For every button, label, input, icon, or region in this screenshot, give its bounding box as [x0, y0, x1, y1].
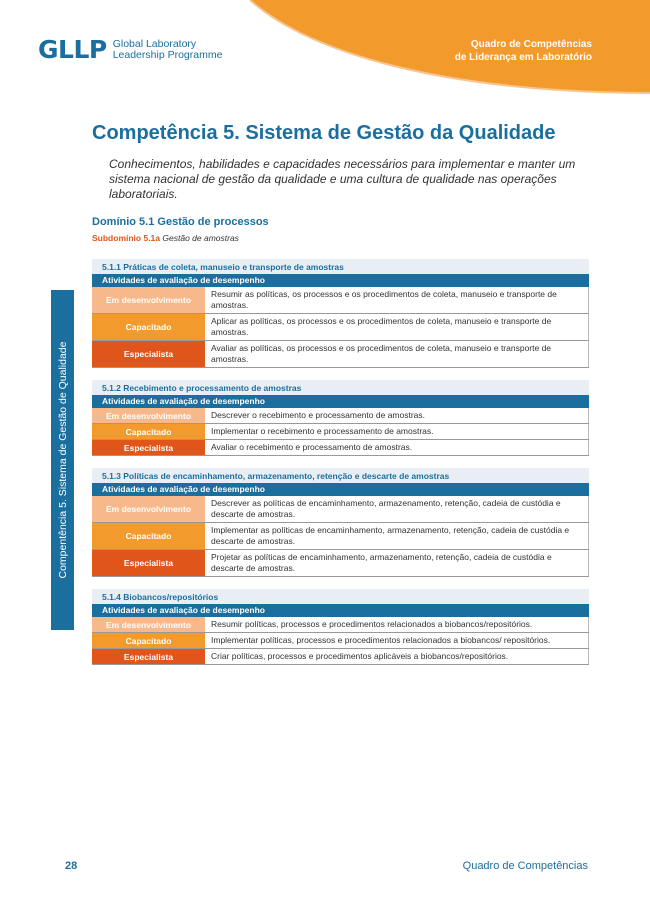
activity-description: Avaliar as políticas, os processos e os procedimentos de coleta, manuseio e transporte de amostras.	[205, 341, 589, 367]
activities-header: Atividades de avaliação de desempenho	[92, 274, 589, 287]
level-cell: Em desenvolvimento	[92, 496, 205, 522]
activity-description: Implementar o recebimento e processamento de amostras.	[205, 424, 589, 439]
table-row	[92, 496, 589, 523]
table-row	[92, 649, 589, 665]
level-cell: Especialista	[92, 649, 205, 664]
table-row	[92, 440, 589, 456]
competency-block	[92, 589, 589, 665]
activity-description: Implementar políticas, processos e procedimentos relacionados a biobancos/ repositórios.	[205, 633, 589, 648]
block-title: 5.1.3 Políticas de encaminhamento, armazenamento, retenção e descarte de amostras	[92, 468, 589, 483]
activity-description: Criar políticas, processos e procedimentos aplicáveis a biobancos/repositórios.	[205, 649, 589, 664]
table-row	[92, 617, 589, 633]
activities-header: Atividades de avaliação de desempenho	[92, 483, 589, 496]
subdomain-heading	[92, 233, 589, 243]
activity-description: Descrever as políticas de encaminhamento, armazenamento, retenção, cadeia de custódia e descarte de amostras.	[205, 496, 589, 522]
activities-header: Atividades de avaliação de desempenho	[92, 604, 589, 617]
level-cell: Em desenvolvimento	[92, 617, 205, 632]
table-row	[92, 408, 589, 424]
level-cell: Especialista	[92, 550, 205, 576]
domain-heading: Domínio 5.1 Gestão de processos	[92, 216, 269, 228]
table-row	[92, 424, 589, 440]
level-cell: Em desenvolvimento	[92, 408, 205, 423]
table-row	[92, 314, 589, 341]
table-row	[92, 550, 589, 577]
table-row	[92, 523, 589, 550]
header-title-line-1: Quadro de Competências	[470, 39, 592, 50]
block-title: 5.1.4 Biobancos/repositórios	[92, 589, 589, 604]
activity-description: Resumir políticas, processos e procedimentos relacionados a biobancos/repositórios.	[205, 617, 589, 632]
activity-description: Aplicar as políticas, os processos e os procedimentos de coleta, manuseio e transporte de amostras.	[205, 314, 589, 340]
block-title: 5.1.1 Práticas de coleta, manuseio e transporte de amostras	[92, 259, 589, 274]
header-title	[455, 38, 592, 64]
activity-description: Projetar as políticas de encaminhamento, armazenamento, retenção, cadeia de custódia e descarte de amostras.	[205, 550, 589, 576]
table-row	[92, 341, 589, 368]
activity-description: Resumir as políticas, os processos e os procedimentos de coleta, manuseio e transporte de amostras.	[205, 287, 589, 313]
logo-mark: GLLP	[38, 35, 107, 64]
block-title: 5.1.2 Recebimento e processamento de amostras	[92, 380, 589, 395]
logo-line-2: Leadership Programme	[112, 48, 223, 61]
page-content	[92, 120, 589, 665]
level-cell: Especialista	[92, 341, 205, 367]
subdomain-text: Gestão de amostras	[162, 233, 239, 243]
level-cell: Capacitado	[92, 424, 205, 439]
logo-line-1: Global Laboratory	[112, 37, 197, 50]
level-cell: Especialista	[92, 440, 205, 455]
level-cell: Capacitado	[92, 633, 205, 648]
activity-description: Avaliar o recebimento e processamento de amostras.	[205, 440, 589, 455]
gllp-logo	[38, 37, 222, 62]
level-cell: Capacitado	[92, 314, 205, 340]
competency-block	[92, 468, 589, 577]
table-row	[92, 287, 589, 314]
table-row	[92, 633, 589, 649]
footer-text: Quadro de Competências	[462, 860, 588, 872]
competency-block	[92, 380, 589, 456]
level-cell: Em desenvolvimento	[92, 287, 205, 313]
header-title-line-2: de Liderança em Laboratório	[454, 52, 592, 63]
intro-text: Conhecimentos, habilidades e capacidades necessários para implementar e manter um sistema nacional de gestão da qualidade e uma cultura de qualidade nas operações laboratoriais.	[109, 157, 576, 201]
activity-description: Descrever o recebimento e processamento de amostras.	[205, 408, 589, 423]
side-tab-label: Compentência 5. Sistema de Gestão de Qualidade	[56, 341, 69, 579]
activity-description: Implementar as políticas de encaminhamento, armazenamento, retenção, cadeia de custódia e descarte de amostras.	[205, 523, 589, 549]
section-side-tab	[51, 290, 74, 630]
level-cell: Capacitado	[92, 523, 205, 549]
page-number: 28	[65, 860, 78, 872]
subdomain-label: Subdomínio 5.1a	[92, 233, 161, 243]
activities-header: Atividades de avaliação de desempenho	[92, 395, 589, 408]
competency-block	[92, 259, 589, 368]
competency-tables	[92, 259, 589, 665]
page-title: Competência 5. Sistema de Gestão da Qualidade	[92, 122, 556, 144]
logo-text	[113, 39, 223, 61]
